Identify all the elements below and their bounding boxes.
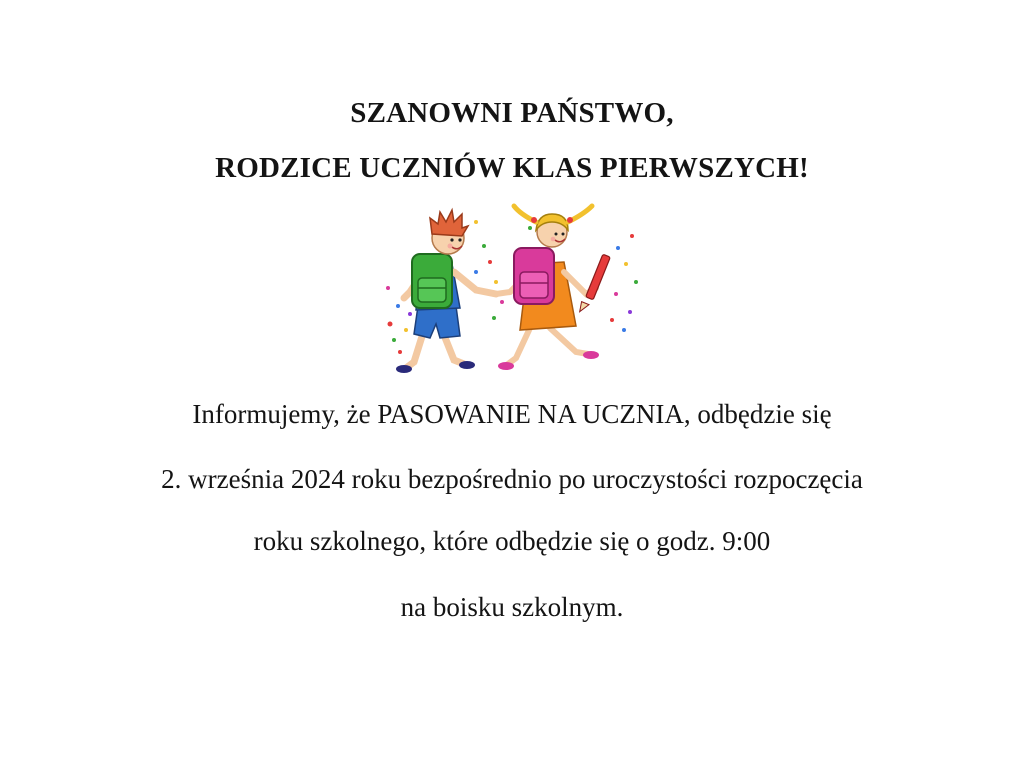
info-line-location: na boisku szkolnym.: [400, 592, 624, 622]
info-line-date: 2. września 2024 roku bezpośrednio po uroczystości rozpoczęcia: [161, 464, 863, 494]
heading-addressee: RODZICE UCZNIÓW KLAS PIERWSZYCH!: [215, 152, 809, 184]
boy-figure-icon: [396, 210, 496, 373]
children-with-backpacks-icon: [380, 202, 644, 378]
heading-greeting: SZANOWNI PAŃSTWO,: [350, 97, 674, 129]
girl-figure-icon: [496, 206, 610, 370]
info-line-time: roku szkolnego, które odbędzie się o godz. 9:00: [253, 526, 771, 556]
pencil-icon: [578, 254, 610, 314]
info-line-event: Informujemy, że PASOWANIE NA UCZNIA, odbędzie się: [192, 399, 832, 429]
